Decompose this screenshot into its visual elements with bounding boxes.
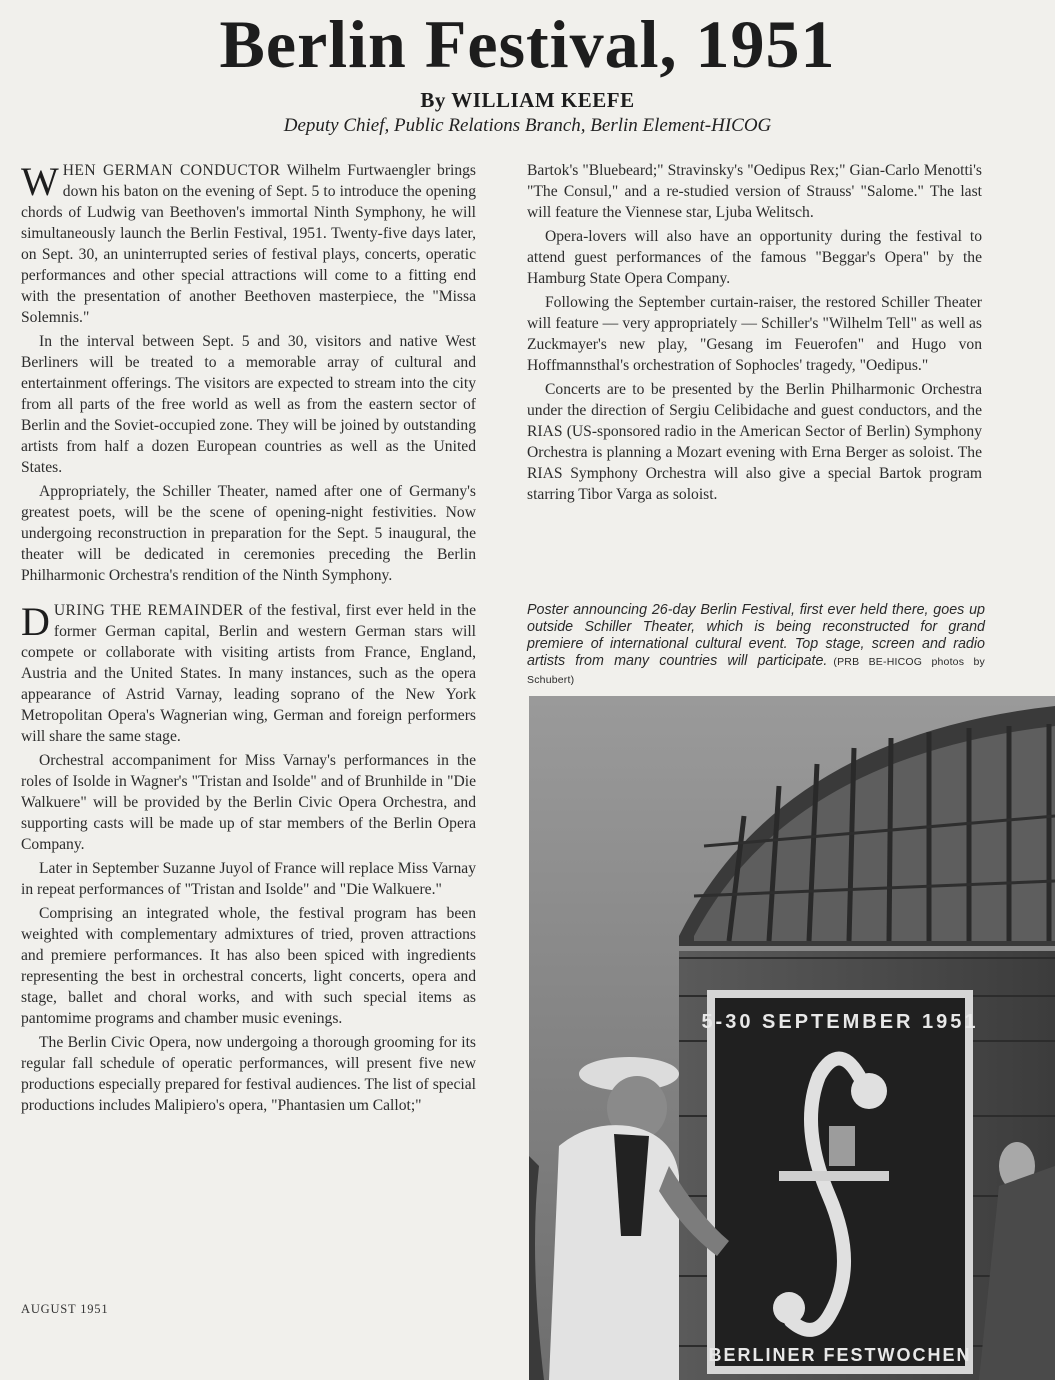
festival-photo — [529, 696, 1055, 1380]
photo-credit: (PRB BE-HICOG photos by Schubert) — [527, 656, 985, 686]
left-column — [21, 160, 476, 1119]
article-headline: Berlin Festival, 1951 — [219, 6, 836, 82]
article-byline: By WILLIAM KEEFE — [420, 88, 635, 112]
paragraph-10: Opera-lovers will also have an opportunity during the festival to attend guest performances of the famous "Beggar's Opera" by the Hamburg State Opera Company. — [527, 228, 982, 287]
paragraph-4 — [21, 600, 476, 747]
lead-in: URING THE REMAINDER — [53, 602, 244, 619]
poster-top-text: 5-30 SEPTEMBER 1951 — [701, 1011, 979, 1033]
paragraph-text: Wilhelm Furtwaengler brings down his baton on the evening of Sept. 5 to introduce the opening chords of Ludwig van Beethoven's immortal Ninth Symphony, he will simultaneously launch the Berlin Festival, 1951. Twenty-five days later, on Sept. 30, an uninterrupted series of festival plays, concerts, operatic performances and other special attractions will come to a fitting end with the presentation of another Beethoven masterpiece, the "Missa Solemnis." — [21, 162, 477, 326]
photo-caption — [527, 602, 985, 689]
paragraph-6: Later in September Suzanne Juyol of France will replace Miss Varnay in repeat performances of "Tristan and Isolde" and "Die Walkuere." — [21, 860, 476, 898]
caption-text: Poster announcing 26-day Berlin Festival, first ever held there, goes up outside Schiller Theater, which is being reconstructed for grand premiere of international cultural event. Top stage, screen and radio artists from many countries will participate. — [527, 602, 985, 669]
drop-cap: D — [21, 599, 50, 644]
poster-bottom-text: BERLINER FESTWOCHEN — [708, 1345, 972, 1365]
paragraph-11: Following the September curtain-raiser, the restored Schiller Theater will feature — very appropriately — Schiller's "Wilhelm Tell" as well as Zuckmayer's new play, "Gesang im Feuerofen" and Hugo von Hoffmannsthal's orchestration of Sophocles' tragedy, "Oedipus." — [527, 294, 982, 374]
paragraph-9: Bartok's "Bluebeard;" Stravinsky's "Oedipus Rex;" Gian-Carlo Menotti's "The Consul," and a re-studied version of Strauss' "Salome." The last will feature the Viennese star, Ljuba Welitsch. — [527, 162, 982, 221]
author-title: Deputy Chief, Public Relations Branch, Berlin Element-HICOG — [283, 115, 772, 136]
page-footer: AUGUST 1951 — [21, 1302, 109, 1316]
paragraph-text: of the festival, first ever held in the former German capital, Berlin and western German stars will compete or collaborate with visiting artists from France, England, Austria and the United States. In many instances, such as the opera appearance of Astrid Varnay, leading soprano of the New York Metropolitan Opera's Wagnerian wing, German and foreign performers will share the same stage. — [21, 602, 477, 745]
paragraph-2: In the interval between Sept. 5 and 30, visitors and native West Berliners will be treated to a memorable array of cultural and entertainment offerings. The visitors are expected to stream into the city from all parts of the free world as well as from the eastern sector of Berlin and the Soviet-occupied zone. They will be joined by outstanding artists from half a dozen European countries as well as the United States. — [21, 333, 476, 476]
paragraph-12: Concerts are to be presented by the Berlin Philharmonic Orchestra under the direction of Sergiu Celibidache and guest conductors, and the RIAS (US-sponsored radio in the American Sector of Berlin) Symphony Orchestra is planning a Mozart evening with Erna Berger as soloist. The RIAS Symphony Orchestra will also give a special Bartok program starring Tibor Varga as soloist. — [527, 381, 982, 503]
paragraph-1 — [21, 160, 476, 328]
paragraph-8: The Berlin Civic Opera, now undergoing a thorough grooming for its regular fall schedule of operatic performances, will present five new productions especially prepared for festival audiences. The list of special productions includes Malipiero's opera, "Phantasien um Callot;" — [21, 1034, 476, 1114]
paragraph-3: Appropriately, the Schiller Theater, named after one of Germany's greatest poets, will be the scene of opening-night festivities. Now undergoing reconstruction in preparation for the Sept. 5 inaugural, the theater will be dedicated in ceremonies preceding the Berlin Philharmonic Orchestra's rendition of the Ninth Symphony. — [21, 483, 476, 584]
paragraph-5: Orchestral accompaniment for Miss Varnay's performances in the roles of Isolde in Wagner's "Tristan and Isolde" and of Brunhilde in "Die Walkuere" will be provided by the Berlin Civic Opera Orchestra, and supporting casts will be made up of star members of the Berlin Opera Company. — [21, 752, 476, 853]
right-column — [527, 160, 982, 508]
drop-cap: W — [21, 159, 59, 204]
paragraph-7: Comprising an integrated whole, the festival program has been weighted with complementary admixtures of tried, proven attractions and premiere performances. It has also been spiced with ingredients representing the best in orchestral concerts, light concerts, opera and stage, ballet and choral works, and with such special items as pantomime programs and chamber music evenings. — [21, 905, 476, 1027]
lead-in: HEN GERMAN CONDUCTOR — [62, 162, 281, 179]
